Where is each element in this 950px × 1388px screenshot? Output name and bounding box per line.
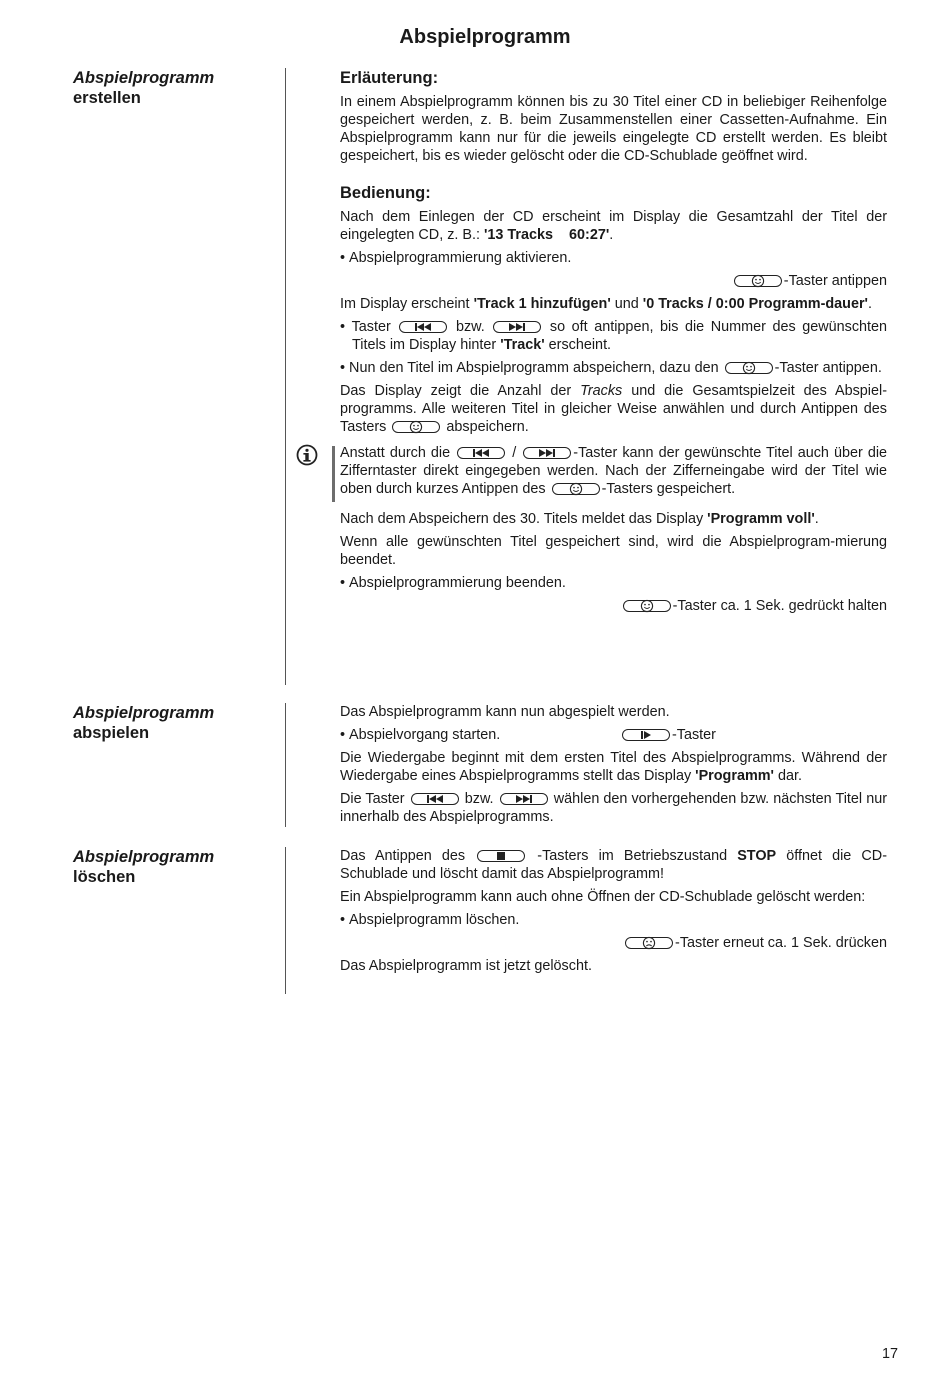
section-create-heading: Abspielprogramm erstellen <box>73 69 215 107</box>
action-delete: -Taster erneut ca. 1 Sek. drücken <box>340 934 887 952</box>
skip-back-key-icon <box>399 321 447 333</box>
bullet-finish: • Abspielprogrammierung beenden. <box>340 575 566 591</box>
section-play-heading: Abspielprogramm abspielen <box>73 704 215 742</box>
play-paragraph-1: Das Abspielprogramm kann nun abgespielt werden. <box>340 704 670 720</box>
section-create-content <box>340 68 887 620</box>
section-delete-content <box>340 847 887 975</box>
action-activate: -Taster antippen <box>340 272 887 290</box>
smile-key-icon <box>725 362 773 374</box>
smile-key-icon <box>623 600 671 612</box>
operation-paragraph-2: Im Display erscheint 'Track 1 hinzufügen' und '0 Tracks / 0:00 Programm-dauer'. <box>340 296 872 312</box>
info-note <box>340 444 887 498</box>
page-number: 17 <box>882 1346 899 1362</box>
bullet-activate: • Abspielprogrammierung aktivieren. <box>340 250 572 266</box>
section-delete-heading: Abspielprogramm löschen <box>73 848 215 886</box>
smile-key-icon <box>734 275 782 287</box>
frown-key-icon <box>625 937 673 949</box>
skip-forward-key-icon <box>493 321 541 333</box>
skip-forward-key-icon <box>523 447 571 459</box>
stop-key-icon <box>477 850 525 862</box>
skip-back-key-icon <box>457 447 505 459</box>
bullet-store-track: • Nun den Titel im Abspielprogramm abspeichern, dazu den -Taster antippen. <box>340 360 882 376</box>
note-text: Anstatt durch die / -Taster kann der gewünschte Titel auch über die Zifferntaster direkt eingegeben werden. Nach der Zifferneingabe wird der Titel wie oben durch kurzes Antippen des -Tasters gespeichert. <box>340 445 888 497</box>
operation-paragraph-5: Wenn alle gewünschten Titel gespeichert sind, wird die Abspielprogram-mierung beendet. <box>340 534 887 568</box>
section-divider <box>285 68 286 685</box>
delete-paragraph-2: Ein Abspielprogramm kann auch ohne Öffnen der CD-Schublade gelöscht werden: <box>340 889 866 905</box>
section-play-content <box>340 703 887 826</box>
operation-paragraph-1: Nach dem Einlegen der CD erscheint im Display die Gesamtzahl der Titel der eingelegten CD, z. B.: '13 Tracks 60:27'. <box>340 209 887 243</box>
delete-paragraph-1: Das Antippen des -Tasters im Betriebszustand STOP öffnet die CD-Schublade und löscht damit das Abspielprogramm! <box>340 848 887 882</box>
note-bar <box>332 446 335 502</box>
explanation-text: In einem Abspielprogramm können bis zu 30 Titel einer CD in beliebiger Reihenfolge gespeichert werden, z. B. beim Zusammenstellen einer Cassetten-Aufnahme. Ein Abspielprogramm kann nur für die jeweils eingelegte CD erstellt werden. Es bleibt gespeichert, bis es wieder gelöscht oder die CD-Schublade geöffnet wird. <box>340 94 887 164</box>
delete-paragraph-3: Das Abspielprogramm ist jetzt gelöscht. <box>340 958 592 974</box>
bullet-delete: • Abspielprogramm löschen. <box>340 912 520 928</box>
skip-forward-key-icon <box>500 793 548 805</box>
skip-back-key-icon <box>411 793 459 805</box>
play-paragraph-2: Die Wiedergabe beginnt mit dem ersten Titel des Abspielprogramms. Während der Wiedergabe eines Abspielprogramms stellt das Display 'Programm' dar. <box>340 750 887 784</box>
bullet-select-track: • Taster bzw. so oft antippen, bis die Nummer des gewünschten Titels im Display hinter 'Track' erscheint. <box>340 319 888 353</box>
page-title: Abspielprogramm <box>399 26 571 48</box>
play-key-icon <box>622 729 670 741</box>
info-icon <box>296 444 318 466</box>
action-play: -Taster <box>632 726 716 744</box>
smile-key-icon <box>392 421 440 433</box>
operation-heading: Bedienung: <box>340 184 431 202</box>
bullet-start-play: • Abspielvorgang starten. -Taster <box>340 727 716 743</box>
operation-paragraph-3: Das Display zeigt die Anzahl der Tracks und die Gesamtspielzeit des Abspiel-programms. Alle weiteren Titel in gleicher Weise anwählen und durch Antippen des Tasters abspeichern. <box>340 383 887 435</box>
operation-paragraph-4: Nach dem Abspeichern des 30. Titels meldet das Display 'Programm voll'. <box>340 511 819 527</box>
smile-key-icon <box>552 483 600 495</box>
action-finish: -Taster ca. 1 Sek. gedrückt halten <box>340 597 887 615</box>
section-divider <box>285 847 286 994</box>
explanation-heading: Erläuterung: <box>340 69 439 87</box>
section-divider <box>285 703 286 827</box>
play-paragraph-3: Die Taster bzw. wählen den vorhergehenden bzw. nächsten Titel nur innerhalb des Abspielprogramms. <box>340 791 887 825</box>
